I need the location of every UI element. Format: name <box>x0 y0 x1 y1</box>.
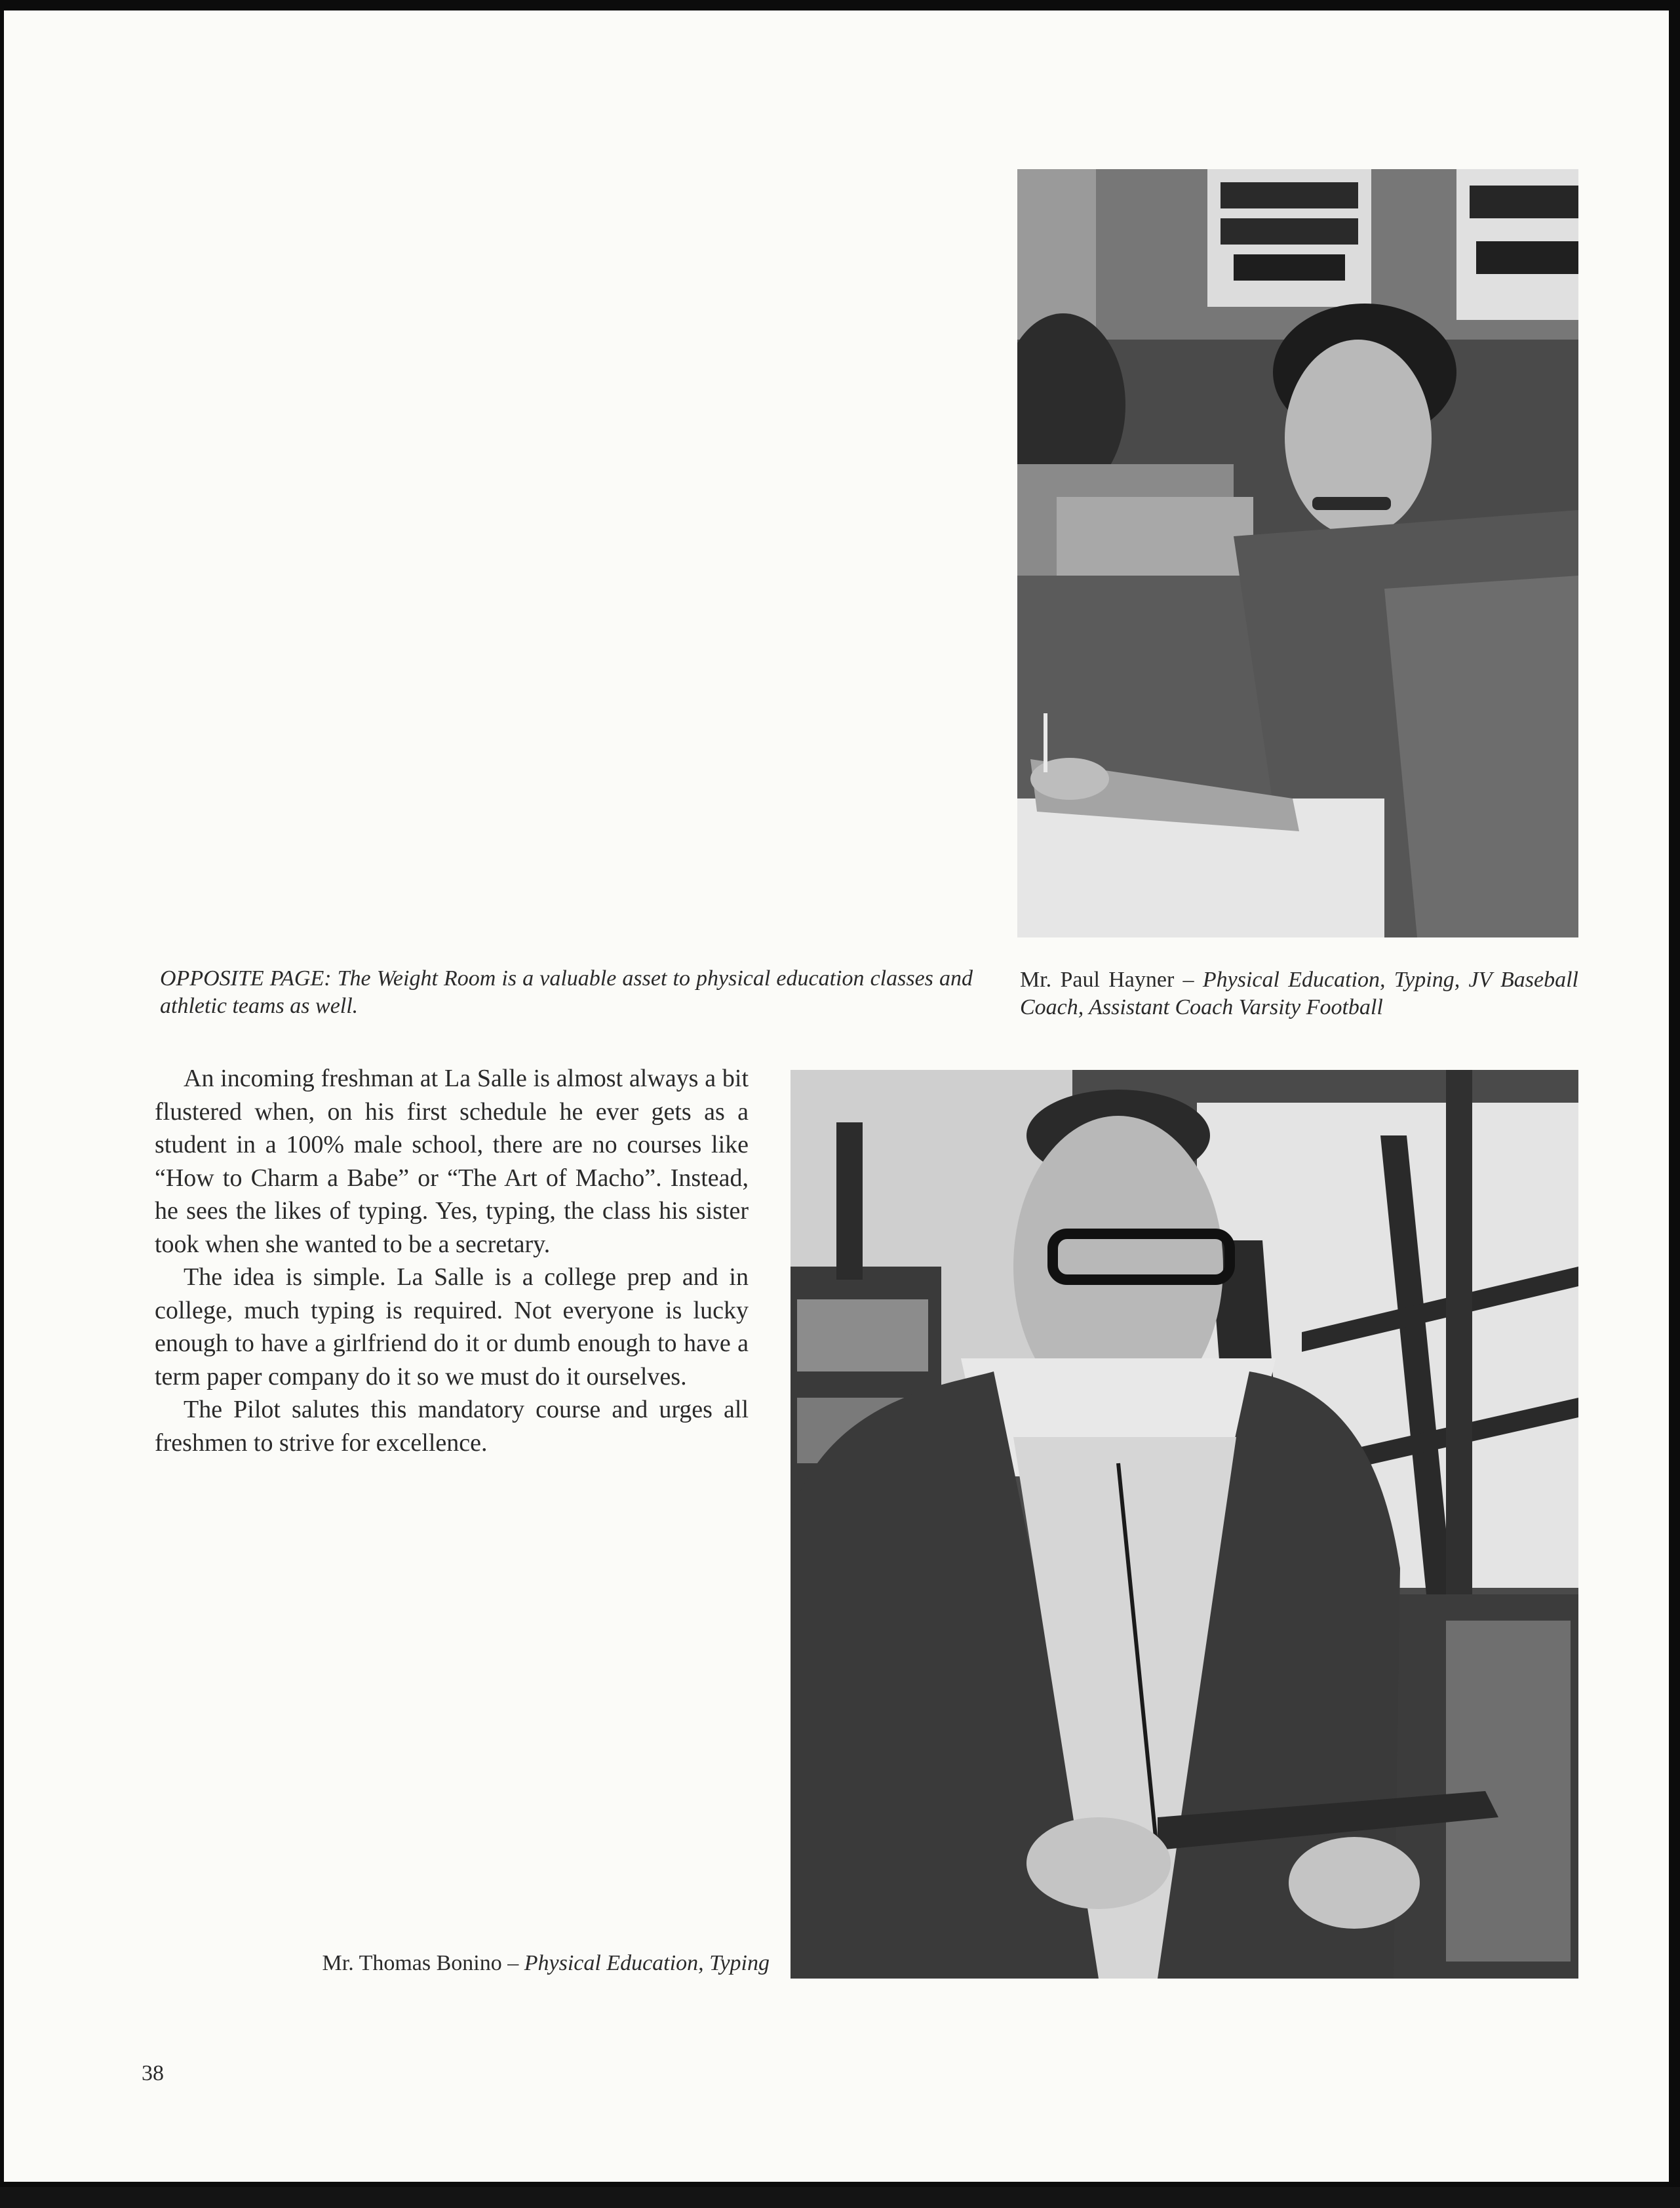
hayner-name: Mr. Paul Hayner <box>1020 968 1175 992</box>
photo-thomas-bonino <box>791 1070 1578 1979</box>
hayner-caption <box>1020 966 1578 1021</box>
bonino-name: Mr. Thomas Bonino <box>322 1951 502 1975</box>
bonino-dash: – <box>501 1951 524 1975</box>
hayner-roles: Physical Education, Typing, JV Baseball Coach, Assistant Coach Varsity Football <box>1020 968 1579 1019</box>
bonino-roles: Physical Education, Typing <box>524 1951 770 1975</box>
page-number: 38 <box>142 2061 164 2085</box>
article-paragraph-2: The idea is simple. La Salle is a college prep and in college, much typing is required. Not everyone is lucky enough to have a girlfriend do it or dumb enough to have a term paper company do it so we must do it ourselves. <box>155 1263 749 1390</box>
hayner-dash: – <box>1174 968 1203 992</box>
scan-border <box>0 2187 1680 2208</box>
photo-thomas-bonino-image <box>791 1070 1578 1979</box>
opposite-page-caption: OPPOSITE PAGE: The Weight Room is a valuable asset to physical education classes and athletic teams as well. <box>160 966 973 1018</box>
article-body <box>155 1062 749 1459</box>
article-paragraph-1: An incoming freshman at La Salle is almost always a bit flustered when, on his first schedule he ever gets as a student in a 100% male school, there are no courses like “How to Charm a Babe” or “The Art of Macho”. Instead, he sees the likes of typing. Yes, typing, the class his sister took when she wanted to be a secretary. <box>155 1065 749 1258</box>
article-paragraph-3: The Pilot salutes this mandatory course and urges all freshmen to strive for excellence. <box>155 1396 749 1457</box>
bonino-caption <box>252 1950 770 1977</box>
photo-paul-hayner <box>1017 169 1578 937</box>
photo-paul-hayner-image <box>1017 169 1578 937</box>
